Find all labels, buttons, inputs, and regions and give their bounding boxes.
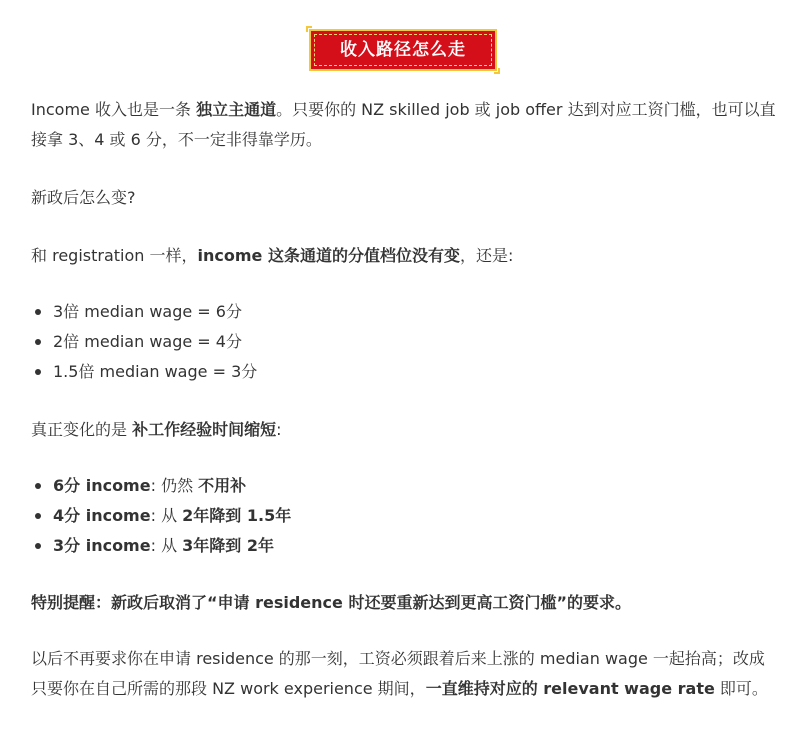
later-bold: 一直维持对应的 relevant wage rate xyxy=(425,679,715,698)
later-text-1: 以后不再要求你在申请 residence 的那一刻，工资必须跟着后来上涨的 median wage 一起抬高；改成只要你在自己所需的那段 NZ work experience 期间， xyxy=(31,649,765,698)
income-tier-list xyxy=(31,297,779,387)
change-paragraph xyxy=(31,415,779,445)
list-item xyxy=(31,501,779,531)
later-paragraph xyxy=(31,644,779,704)
change-item-text: : 仍然 xyxy=(150,476,199,495)
intro-paragraph xyxy=(31,95,779,155)
list-item xyxy=(31,471,779,501)
change-text-2: : xyxy=(276,420,282,439)
change-item-value: 不用补 xyxy=(198,476,247,495)
reminder-paragraph: 特别提醒：新政后取消了“申请 residence 时还要重新达到更高工资门槛”的要求。 xyxy=(31,593,631,612)
later-text-2: 即可。 xyxy=(714,679,768,698)
change-item-value: 3年降到 2年 xyxy=(182,536,275,555)
experience-change-list xyxy=(31,471,779,561)
article-content xyxy=(31,95,779,704)
change-item-value: 2年降到 1.5年 xyxy=(182,506,292,525)
change-bold: 补工作经验时间缩短 xyxy=(132,420,277,439)
change-item-text: : 从 xyxy=(150,536,183,555)
list-item: 1.5倍 median wage = 3分 xyxy=(31,357,779,387)
list-item: 3倍 median wage = 6分 xyxy=(31,297,779,327)
same-as-text-2: ，还是: xyxy=(459,246,514,265)
same-as-text-1: 和 registration 一样， xyxy=(31,246,198,265)
list-item xyxy=(31,531,779,561)
policy-question: 新政后怎么变? xyxy=(31,188,136,207)
change-item-label: 6分 income xyxy=(53,476,151,495)
intro-text-1: Income 收入也是一条 xyxy=(31,100,197,119)
section-heading: 收入路径怎么走 xyxy=(340,39,466,60)
intro-text-2: 。只要你的 NZ skilled job 或 job offer 达到对应工资门槛，也可以直接拿 3、4 或 6 分，不一定非得靠学历。 xyxy=(31,100,776,149)
same-as-bold: income 这条通道的分值档位没有变 xyxy=(197,246,460,265)
change-item-label: 4分 income xyxy=(53,506,151,525)
change-item-label: 3分 income xyxy=(53,536,151,555)
list-item: 2倍 median wage = 4分 xyxy=(31,327,779,357)
change-item-text: : 从 xyxy=(150,506,183,525)
intro-bold: 独立主通道 xyxy=(196,100,277,119)
change-text-1: 真正变化的是 xyxy=(31,420,133,439)
same-as-paragraph xyxy=(31,241,779,271)
section-heading-banner xyxy=(309,29,497,71)
